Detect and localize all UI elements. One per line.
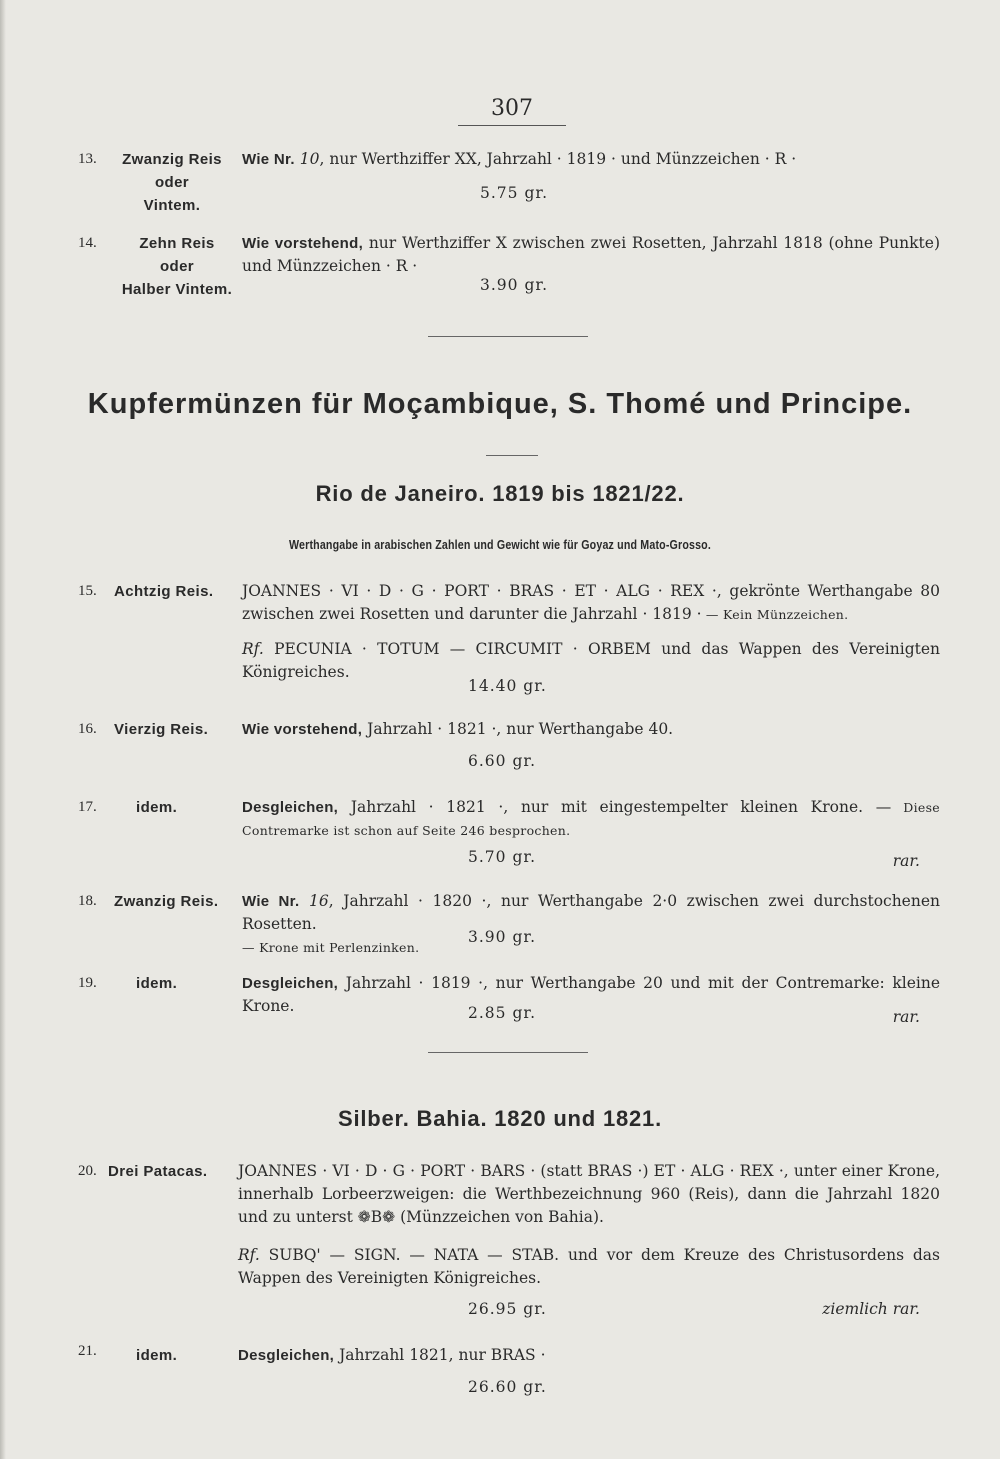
section-divider (428, 336, 588, 337)
reference-number: 10 (299, 150, 320, 168)
reverse-label: Rf. (242, 640, 264, 658)
description-note: — Kein Münzzeichen. (701, 607, 849, 622)
entry-description (242, 718, 940, 741)
entry-description (242, 148, 940, 171)
entry-description (242, 580, 940, 626)
label-line: oder (159, 258, 195, 275)
rarity-note: rar. (892, 1008, 920, 1026)
description-text: Jahrzahl 1821, nur BRAS · (334, 1346, 546, 1364)
entry-label: idem. (136, 1347, 178, 1364)
entry-number: 21. (78, 1343, 97, 1359)
description-lead: Desgleichen, (242, 799, 339, 816)
rarity-note: rar. (892, 852, 920, 870)
label-line: Vintem. (143, 197, 201, 214)
description-lead: Wie vorstehend, (242, 235, 364, 252)
entry-label (112, 148, 232, 217)
entry-description (242, 796, 940, 842)
weight-value: 3.90 gr. (468, 928, 536, 946)
weight-value: 5.75 gr. (480, 184, 548, 202)
label-line: Halber Vintem. (121, 281, 233, 298)
entry-label: idem. (136, 799, 178, 816)
weight-value: 14.40 gr. (468, 677, 547, 695)
entry-description (242, 232, 940, 278)
section-heading-silver: Silber. Bahia. 1820 und 1821. (337, 1106, 662, 1131)
description-lead: Wie Nr. (242, 151, 295, 168)
section-heading-copper: Kupfermünzen für Moçambique, S. Thomé und Principe. (87, 388, 913, 420)
reverse-description (238, 1244, 940, 1290)
reference-number: 16 (309, 892, 329, 910)
entry-number: 14. (78, 235, 97, 251)
section-divider (428, 1052, 588, 1053)
reverse-text: SUBQ' — SIGN. — NATA — STAB. und vor dem Kreuze des Christusordens das Wappen des Vereinigten Königreiches. (238, 1246, 940, 1287)
description-note: — Krone mit Perlenzinken. (242, 940, 420, 955)
entry-number: 15. (78, 583, 97, 599)
weight-value: 26.60 gr. (468, 1378, 547, 1396)
description-lead: Wie Nr. (242, 893, 300, 910)
description-text: nur Werthziffer X zwischen zwei Rosetten, Jahrzahl 1818 (ohne Punkte) und Münzzeichen · R · (242, 234, 940, 275)
description-text: , Jahrzahl · 1820 ·, nur Werthangabe 2·0 zwischen zwei durchstochenen Rosetten. (242, 892, 940, 933)
weight-value: 26.95 gr. (468, 1300, 547, 1318)
entry-number: 17. (78, 799, 97, 815)
description-text: JOANNES · VI · D · G · PORT · BRAS · ET · ALG · REX ·, gekrönte Werthangabe 80 zwischen zwei Rosetten und darunter die Jahrzahl · 1819 · (242, 582, 940, 623)
weight-value: 2.85 gr. (468, 1004, 536, 1022)
rarity-note: ziemlich rar. (822, 1300, 920, 1318)
reverse-text: PECUNIA · TOTUM — CIRCUMIT · ORBEM und das Wappen des Vereinigten Königreiches. (242, 640, 940, 681)
label-line: Zwanzig Reis (122, 151, 222, 168)
description-lead: Desgleichen, (242, 975, 339, 992)
description-note: Diese Contremarke ist schon auf Seite 246 besprochen. (242, 800, 940, 838)
label-line: Zehn Reis (139, 235, 215, 252)
reverse-label: Rf. (238, 1246, 260, 1264)
entry-label: Vierzig Reis. (114, 721, 209, 738)
entry-number: 16. (78, 721, 97, 737)
description-text: Jahrzahl · 1819 ·, nur Werthangabe 20 und mit der Contremarke: kleine Krone. (242, 974, 940, 1015)
entry-label: idem. (136, 975, 178, 992)
description-lead: Desgleichen, (238, 1347, 335, 1364)
entry-description (238, 1344, 936, 1367)
page-number: 307 (458, 96, 566, 126)
entry-description (242, 972, 940, 1018)
entry-label (104, 232, 250, 301)
entry-number: 18. (78, 893, 97, 909)
weight-value: 6.60 gr. (468, 752, 536, 770)
page-edge-shadow (0, 0, 6, 1459)
description-text: Jahrzahl · 1821 ·, nur mit eingestempelter kleinen Krone. — (338, 798, 892, 816)
entry-description (238, 1160, 940, 1229)
reverse-description (242, 638, 940, 684)
description-lead: Wie vorstehend, (242, 721, 363, 738)
entry-label: Achtzig Reis. (114, 583, 214, 600)
weight-value: 5.70 gr. (468, 848, 536, 866)
section-subheading: Rio de Janeiro. 1819 bis 1821/22. (315, 481, 685, 506)
entry-number: 19. (78, 975, 97, 991)
entry-description (242, 890, 940, 959)
entry-label: Zwanzig Reis. (114, 893, 219, 910)
entry-number: 13. (78, 151, 97, 167)
description-text: JOANNES · VI · D · G · PORT · BARS · (statt BRAS ·) ET · ALG · REX ·, unter einer Krone, innerhalb Lorbeerzweigen: die Werthbezeichnung 960 (Reis), dann die Jahrzahl 1820 und zu unterst ❁B❁ (Münzzeichen von Bahia). (238, 1162, 940, 1226)
description-text: , nur Werthziffer XX, Jahrzahl · 1819 · und Münzzeichen · R · (319, 150, 797, 168)
entry-number: 20. (78, 1163, 97, 1179)
label-line: oder (154, 174, 190, 191)
section-note: Werthangabe in arabischen Zahlen und Gewicht wie für Goyaz und Mato-Grosso. (289, 537, 711, 552)
entry-label: Drei Patacas. (108, 1163, 208, 1180)
description-text: Jahrzahl · 1821 ·, nur Werthangabe 40. (362, 720, 674, 738)
weight-value: 3.90 gr. (480, 276, 548, 294)
heading-divider (486, 455, 538, 456)
